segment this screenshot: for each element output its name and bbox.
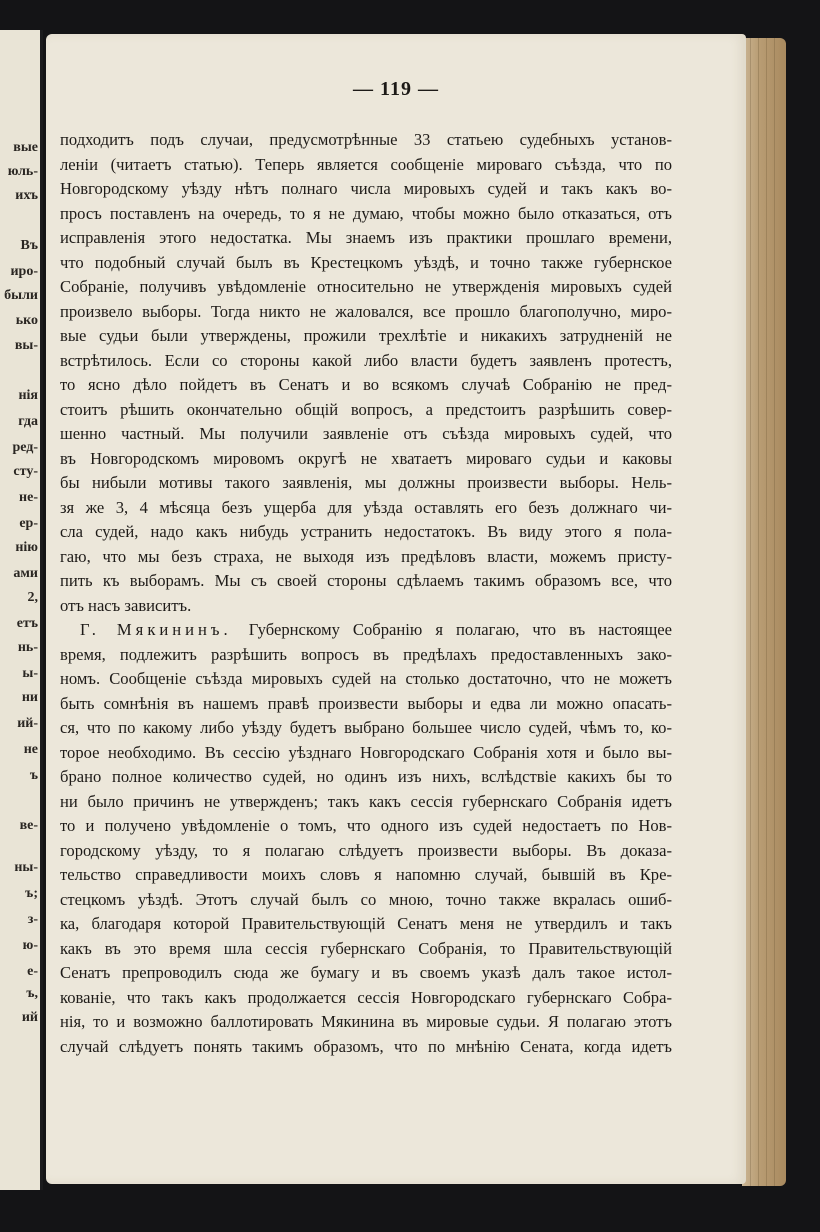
facing-page-fragment: е-	[27, 964, 38, 979]
text-line: кованіе, что такъ какъ продолжается сессія Новгородскаго губернскаго Собра-	[60, 987, 672, 1007]
book-page	[46, 34, 746, 1184]
text-line: стоитъ рѣшить окончательно общій вопросъ, а предстоитъ разрѣшить совер-	[60, 399, 672, 419]
facing-page-fragment: были	[4, 288, 38, 303]
text-line: ся, что по какому либо уѣзду будетъ выбрано большее число судей, чѣмъ то, ко-	[60, 718, 672, 737]
text-line: бы нибыли мотивы такого заявленія, мы должны произвести выборы. Нель-	[60, 473, 672, 492]
facing-page-fragment: ъ;	[25, 886, 38, 901]
facing-page-fragment: ъ,	[26, 986, 38, 1001]
text-line: ни было причинъ не утвержденъ; такъ какъ сессія губернскаго Собранія идетъ	[60, 791, 672, 811]
facing-page-edge	[0, 30, 43, 1190]
text-line: подходитъ подъ случаи, предусмотрѣнные 33 статьею судебныхъ установ-	[60, 130, 672, 149]
text-line: стецкомъ уѣздѣ. Этотъ случай былъ со мною, точно также вкралась ошиб-	[60, 889, 672, 909]
facing-page-fragment: ъ	[29, 768, 38, 783]
facing-page-fragment: не	[23, 742, 38, 757]
facing-page-fragment: ы-	[22, 666, 38, 681]
facing-page-fragment: нію	[15, 540, 38, 555]
text-line: просъ поставленъ на очередь, то я не думаю, чтобы можно было отказаться, отъ	[60, 203, 672, 223]
text-line: пить къ выборамъ. Мы съ своей стороны сдѣлаемъ такимъ образомъ все, что	[60, 571, 672, 590]
facing-page-fragment: юль-	[7, 164, 38, 179]
text-line: какъ въ это время шла сессія губернскаго Собранія, то Правительствующій	[60, 938, 672, 958]
text-line: гаю, что мы безъ страха, не выходя изъ предѣловъ власти, можемъ присту-	[60, 546, 672, 566]
text-line: шенно частный. Мы получили заявленіе отъ съѣзда мировыхъ судей, что	[60, 424, 672, 443]
facing-page-fragment: ий	[21, 1010, 38, 1025]
text-line: въ Новгородскомъ мировомъ округѣ не хватаетъ мироваго судьи и каковы	[60, 448, 672, 468]
text-line: Собраніе, получивъ увѣдомленіе относительно не утвержденія мировыхъ судей	[60, 277, 672, 296]
facing-page-fragment: ько	[15, 313, 38, 328]
text-line: нія, то и возможно баллотировать Мякинина въ мировые судьи. Я полагаю этотъ	[60, 1012, 672, 1031]
facing-page-fragment: ий-	[17, 716, 38, 731]
facing-page-fragment: ами	[13, 566, 38, 581]
facing-page-fragment: ве-	[19, 818, 38, 833]
facing-page-fragment: ихъ	[15, 188, 38, 203]
text-line-content: Губернскому Собранію я полагаю, что въ настоящее	[248, 620, 672, 639]
text-line: леніи (читаетъ статью). Теперь является сообщеніе мироваго съѣзда, что по	[60, 154, 672, 174]
text-line: сла судей, надо какъ нибудь устранить недостатокъ. Въ виду этого я пола-	[60, 522, 672, 541]
facing-page-fragment: вые	[13, 140, 38, 155]
facing-page-fragment: гда	[18, 414, 38, 429]
text-line: городскому уѣзду, то я полагаю слѣдуетъ произвести выборы. Въ доказа-	[60, 840, 672, 860]
text-line: что подобный случай былъ въ Крестецкомъ уѣздѣ, и точно также губернское	[60, 252, 672, 272]
text-line: случай слѣдуетъ понять такимъ образомъ, что по мнѣнію Сената, когда идетъ	[60, 1036, 672, 1056]
text-line: то ясно дѣло пойдетъ въ Сенатъ и во всякомъ случаѣ Собранію не пред-	[60, 375, 672, 394]
text-line: Новгородскому уѣзду нѣтъ полнаго числа мировыхъ судей и такъ какъ во-	[60, 179, 672, 198]
facing-page-fragment: Въ	[20, 238, 38, 253]
page-number: — 119 —	[353, 78, 439, 100]
text-line: время, подлежитъ разрѣшить вопросъ въ предѣлахъ предоставленныхъ зако-	[60, 644, 672, 664]
facing-page-fragment: нь-	[17, 640, 38, 655]
facing-page-fragment: ред-	[12, 440, 38, 455]
facing-page-fragment: не-	[19, 490, 38, 505]
facing-page-fragment: иро-	[10, 264, 38, 279]
facing-page-fragment: етъ	[16, 616, 38, 631]
page-block-edge	[742, 38, 786, 1186]
text-line: вые судьи были утверждены, прожили трехлѣтіе и никакихъ затрудненій не	[60, 326, 672, 345]
facing-page-fragment: ю-	[22, 938, 38, 953]
text-line: торое необходимо. Въ сессію уѣзднаго Новгородскаго Собранія хотя и было вы-	[60, 742, 672, 762]
text-line: произвело выборы. Тогда никто не жаловался, все прошло благополучно, миро-	[60, 301, 672, 321]
text-line: Сенатъ препроводилъ сюда же бумагу и въ своемъ указѣ далъ такое истол-	[60, 963, 672, 982]
facing-page-fragment: вы-	[14, 338, 38, 353]
text-line: зя же 3, 4 мѣсяца безъ ущерба для уѣзда оставлять его безъ должнаго чи-	[60, 497, 672, 517]
facing-page-fragment: нія	[18, 388, 38, 403]
text-line: отъ насъ зависитъ.	[60, 595, 192, 615]
facing-page-fragment: ни	[21, 690, 38, 705]
text-line: тельство справедливости моихъ словъ я напомню случай, бывшій въ Кре-	[60, 865, 672, 884]
facing-page-fragment: ны-	[14, 860, 38, 875]
facing-page-fragment: ер-	[19, 516, 38, 531]
text-line	[80, 620, 672, 640]
text-line: брано полное количество судей, но одинъ изъ нихъ, вслѣдствіе какихъ бы то	[60, 767, 672, 786]
text-line: то и полученo увѣдомленіе о томъ, что одного изъ судей недостаетъ по Нов-	[60, 816, 672, 835]
text-line: ка, благодаря которой Правительствующій Сенатъ меня не утвердилъ и такъ	[60, 914, 672, 933]
facing-page-fragment: з-	[27, 912, 38, 927]
text-line: встрѣтилось. Если со стороны какой либо власти будетъ заявленъ протестъ,	[60, 350, 672, 370]
speaker-name: Г. Мякининъ.	[80, 620, 249, 639]
text-line: быть сомнѣнія въ нашемъ правѣ произвести выборы и едва ли можно опасать-	[60, 693, 672, 713]
facing-page-fragment: 2,	[27, 590, 38, 605]
text-line: исправленія этого недостатка. Мы знаемъ изъ практики прошлаго времени,	[60, 228, 672, 247]
facing-page-fragment: сту-	[13, 464, 38, 479]
text-line: номъ. Сообщеніе съѣзда мировыхъ судей на столько достаточно, что не можетъ	[60, 669, 672, 688]
